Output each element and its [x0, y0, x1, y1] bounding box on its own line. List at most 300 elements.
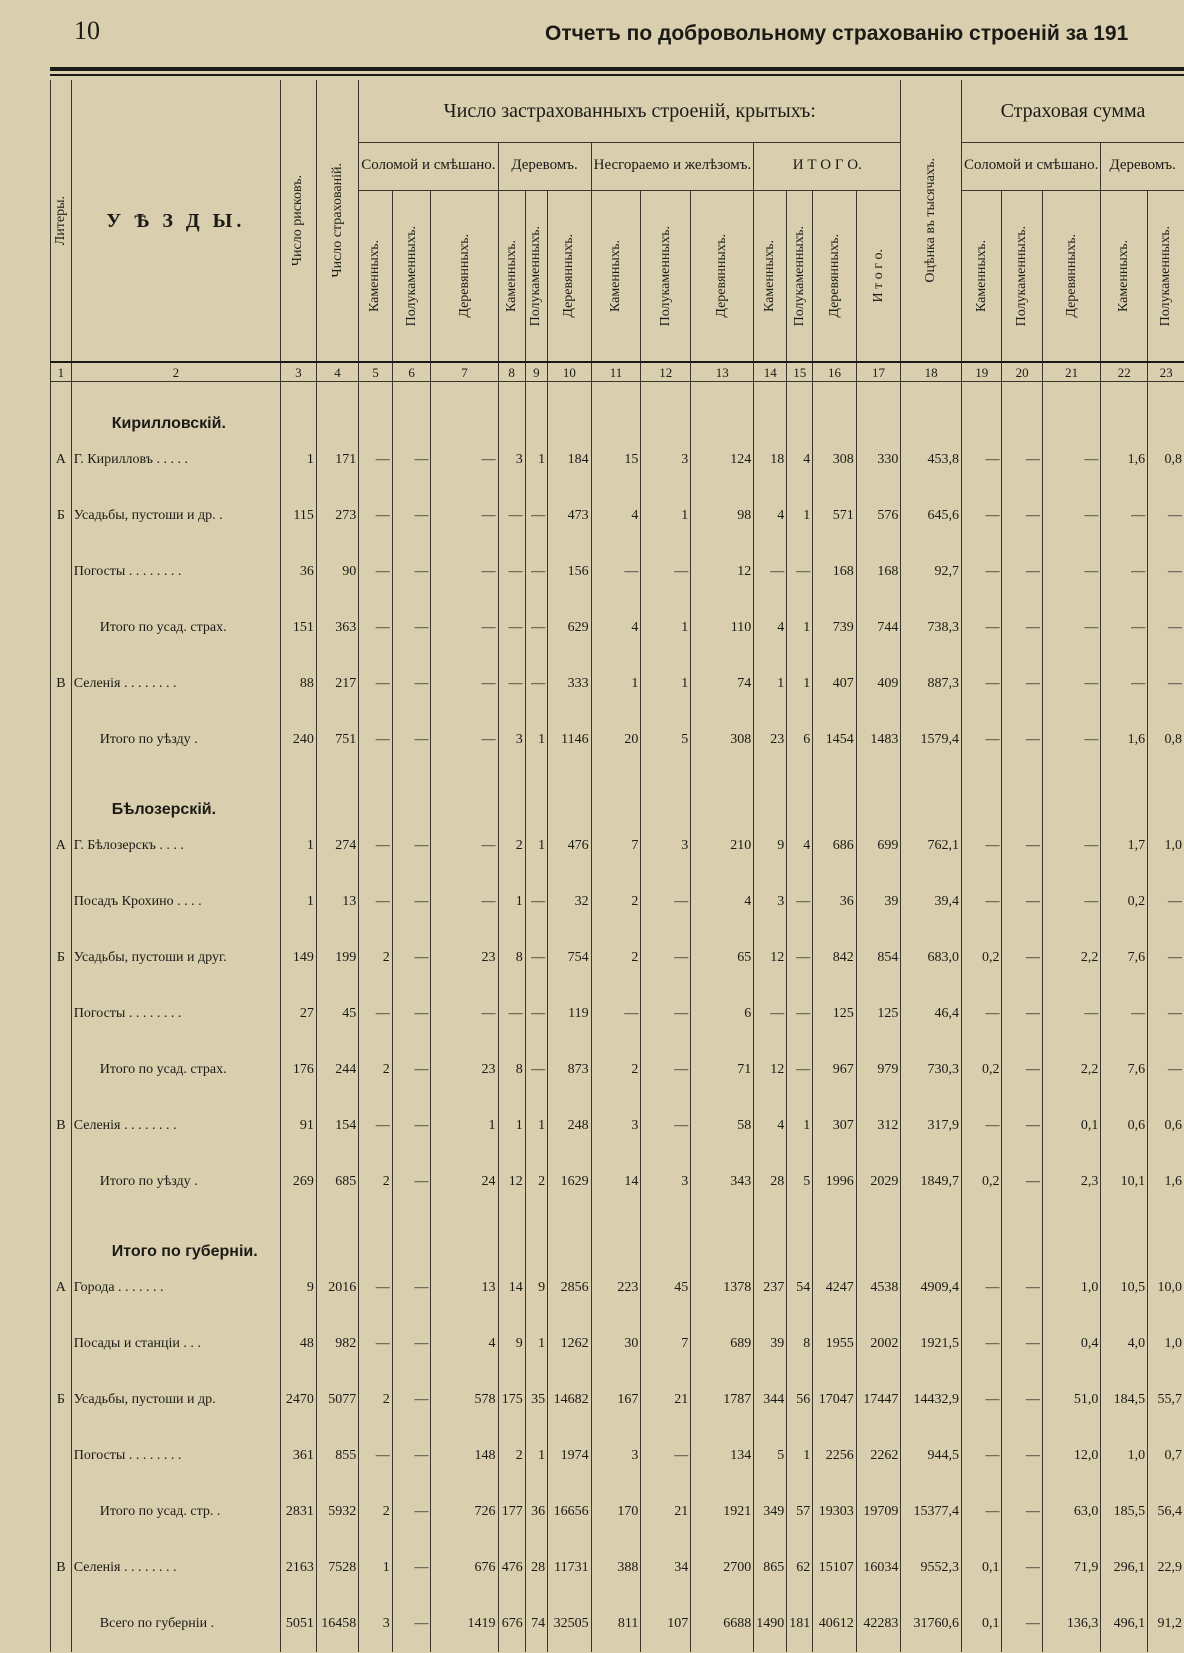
data-cell: — — [787, 1042, 813, 1098]
data-cell: 1 — [359, 1540, 393, 1596]
table-row — [51, 1372, 1184, 1428]
empty-cell — [813, 1210, 856, 1260]
data-cell: 2262 — [856, 1428, 901, 1484]
data-cell: — — [1148, 986, 1184, 1042]
data-cell: — — [359, 1428, 393, 1484]
data-cell: 1 — [498, 874, 525, 930]
data-cell: 149 — [280, 930, 316, 986]
data-cell: 9552,3 — [901, 1540, 962, 1596]
data-cell: — — [392, 432, 431, 488]
letter-cell — [51, 382, 72, 433]
empty-cell — [754, 768, 787, 818]
data-cell: 223 — [591, 1260, 641, 1316]
row-letter — [51, 1484, 72, 1540]
data-cell: 88 — [280, 656, 316, 712]
data-cell: 2016 — [316, 1260, 358, 1316]
data-cell: — — [498, 986, 525, 1042]
data-cell: — — [431, 600, 498, 656]
data-cell: 3 — [641, 818, 691, 874]
empty-cell — [787, 382, 813, 433]
table-row — [51, 1596, 1184, 1652]
data-cell: 2 — [359, 930, 393, 986]
data-cell: 2163 — [280, 1540, 316, 1596]
data-cell: 167 — [591, 1372, 641, 1428]
data-cell: 156 — [548, 544, 591, 600]
data-cell: 2700 — [691, 1540, 754, 1596]
data-cell: 5 — [787, 1154, 813, 1210]
data-cell: 1921 — [691, 1484, 754, 1540]
data-cell: — — [641, 930, 691, 986]
column-number: 15 — [787, 362, 813, 382]
row-letter — [51, 1154, 72, 1210]
data-cell: 32 — [548, 874, 591, 930]
table-row — [51, 656, 1184, 712]
data-cell: 1 — [641, 488, 691, 544]
data-cell: 46,4 — [901, 986, 962, 1042]
data-cell: — — [641, 1428, 691, 1484]
data-cell: — — [359, 818, 393, 874]
data-cell: — — [961, 656, 1001, 712]
data-cell: — — [961, 986, 1001, 1042]
data-cell: — — [359, 488, 393, 544]
row-letter — [51, 986, 72, 1042]
empty-cell — [1148, 768, 1184, 818]
data-cell: 842 — [813, 930, 856, 986]
empty-cell — [754, 382, 787, 433]
data-cell: 2 — [498, 1428, 525, 1484]
col19-header: Каменныхъ. — [961, 190, 1001, 362]
chislo-strakhovaniy-header: Число страхованій. — [316, 80, 358, 362]
data-cell: 148 — [431, 1428, 498, 1484]
data-cell: 2,2 — [1042, 930, 1100, 986]
data-cell: — — [392, 1372, 431, 1428]
column-number: 3 — [280, 362, 316, 382]
data-cell: 13 — [316, 874, 358, 930]
data-cell: 107 — [641, 1596, 691, 1652]
ocenka-header: Оцѣнка въ тысячахъ. — [901, 80, 962, 362]
col23-header: Полукаменныхъ. — [1148, 190, 1184, 362]
empty-cell — [1002, 1210, 1042, 1260]
group-insured-buildings-header: Число застрахованныхъ строеній, крытыхъ: — [359, 80, 901, 142]
row-label: Всего по губерніи . — [71, 1596, 280, 1652]
data-cell: — — [641, 1098, 691, 1154]
data-cell: 74 — [691, 656, 754, 712]
data-cell: 210 — [691, 818, 754, 874]
solomoy-header: Соломой и смѣшано. — [359, 142, 498, 190]
data-cell: 330 — [856, 432, 901, 488]
data-cell: 14 — [498, 1260, 525, 1316]
data-cell: 1974 — [548, 1428, 591, 1484]
data-cell: 1 — [280, 818, 316, 874]
data-cell: 865 — [754, 1540, 787, 1596]
data-cell: — — [525, 488, 547, 544]
column-number: 19 — [961, 362, 1001, 382]
empty-cell — [525, 1210, 547, 1260]
data-cell: — — [359, 544, 393, 600]
data-cell: 1 — [641, 600, 691, 656]
insurance-table — [50, 80, 1184, 1652]
data-cell: 15 — [591, 432, 641, 488]
data-cell: 2856 — [548, 1260, 591, 1316]
data-cell: 1955 — [813, 1316, 856, 1372]
data-cell: 4 — [787, 432, 813, 488]
empty-cell — [591, 382, 641, 433]
data-cell: 36 — [525, 1484, 547, 1540]
data-cell: — — [1042, 986, 1100, 1042]
data-cell: 11731 — [548, 1540, 591, 1596]
col20-header: Полукаменныхъ. — [1002, 190, 1042, 362]
data-cell: 689 — [691, 1316, 754, 1372]
data-cell: — — [525, 656, 547, 712]
data-cell: 1490 — [754, 1596, 787, 1652]
data-cell: — — [1101, 544, 1148, 600]
data-cell: — — [961, 488, 1001, 544]
table-row — [51, 1042, 1184, 1098]
column-number: 18 — [901, 362, 962, 382]
data-cell: 1 — [787, 656, 813, 712]
data-cell: — — [359, 874, 393, 930]
data-cell: — — [1002, 544, 1042, 600]
empty-cell — [1101, 382, 1148, 433]
data-cell: 1787 — [691, 1372, 754, 1428]
empty-cell — [961, 1210, 1001, 1260]
data-cell: — — [392, 1596, 431, 1652]
col13-header: Деревянныхъ. — [691, 190, 754, 362]
double-rule-top — [50, 67, 1184, 71]
data-cell: 2 — [359, 1042, 393, 1098]
data-cell: — — [431, 432, 498, 488]
data-cell: 1921,5 — [901, 1316, 962, 1372]
data-cell: 30 — [591, 1316, 641, 1372]
data-cell: 1579,4 — [901, 712, 962, 768]
data-cell: 2,2 — [1042, 1042, 1100, 1098]
data-cell: 19709 — [856, 1484, 901, 1540]
data-cell: 676 — [498, 1596, 525, 1652]
data-cell: 349 — [754, 1484, 787, 1540]
data-cell: 15377,4 — [901, 1484, 962, 1540]
data-cell: — — [961, 432, 1001, 488]
data-cell: 28 — [754, 1154, 787, 1210]
empty-cell — [1148, 382, 1184, 433]
data-cell: — — [498, 600, 525, 656]
data-cell: 16656 — [548, 1484, 591, 1540]
data-cell: 7 — [641, 1316, 691, 1372]
row-letter: А — [51, 1260, 72, 1316]
data-cell: — — [1101, 656, 1148, 712]
data-cell: 629 — [548, 600, 591, 656]
data-cell: 317,9 — [901, 1098, 962, 1154]
column-number: 17 — [856, 362, 901, 382]
data-cell: — — [1002, 818, 1042, 874]
data-cell: 51,0 — [1042, 1372, 1100, 1428]
section-header-row — [51, 768, 1184, 818]
data-cell: — — [1042, 432, 1100, 488]
data-cell: 9 — [498, 1316, 525, 1372]
data-cell: 476 — [548, 818, 591, 874]
data-cell: — — [1148, 544, 1184, 600]
data-cell: — — [1101, 986, 1148, 1042]
data-cell: 185,5 — [1101, 1484, 1148, 1540]
empty-cell — [1002, 768, 1042, 818]
data-cell: 0,7 — [1148, 1428, 1184, 1484]
data-cell: 58 — [691, 1098, 754, 1154]
data-cell: 17047 — [813, 1372, 856, 1428]
data-cell: 7528 — [316, 1540, 358, 1596]
data-cell: 1419 — [431, 1596, 498, 1652]
data-cell: — — [1042, 874, 1100, 930]
empty-cell — [691, 382, 754, 433]
data-cell: 23 — [431, 1042, 498, 1098]
data-cell: — — [1148, 930, 1184, 986]
data-cell: 7,6 — [1101, 1042, 1148, 1098]
data-cell: 15107 — [813, 1540, 856, 1596]
data-cell: 5 — [641, 712, 691, 768]
data-cell: 0,8 — [1148, 712, 1184, 768]
nesgoraemo-header: Несгораемо и желѣзомъ. — [591, 142, 754, 190]
data-cell: 811 — [591, 1596, 641, 1652]
row-label: Усадьбы, пустоши и друг. — [71, 930, 280, 986]
derevom-header: Деревомъ. — [498, 142, 591, 190]
data-cell: 333 — [548, 656, 591, 712]
column-number: 10 — [548, 362, 591, 382]
data-cell: 476 — [498, 1540, 525, 1596]
empty-cell — [431, 1210, 498, 1260]
row-label: Погосты . . . . . . . . — [71, 1428, 280, 1484]
column-number: 14 — [754, 362, 787, 382]
data-cell: — — [1002, 1098, 1042, 1154]
data-cell: 13 — [431, 1260, 498, 1316]
table-row — [51, 1540, 1184, 1596]
data-cell: — — [1002, 488, 1042, 544]
empty-cell — [1101, 768, 1148, 818]
data-cell: 16458 — [316, 1596, 358, 1652]
data-cell: 10,5 — [1101, 1260, 1148, 1316]
data-cell: 136,3 — [1042, 1596, 1100, 1652]
data-cell: — — [498, 488, 525, 544]
data-cell: 1,0 — [1148, 1316, 1184, 1372]
data-cell: — — [961, 544, 1001, 600]
row-label: Погосты . . . . . . . . — [71, 544, 280, 600]
data-cell: 40612 — [813, 1596, 856, 1652]
data-cell: — — [359, 1260, 393, 1316]
data-cell: — — [1002, 1154, 1042, 1210]
data-cell: 175 — [498, 1372, 525, 1428]
data-cell: — — [961, 1372, 1001, 1428]
data-cell: 168 — [856, 544, 901, 600]
data-cell: — — [525, 930, 547, 986]
data-cell: 45 — [641, 1260, 691, 1316]
group-insured-sum-header: Страховая сумма — [961, 80, 1184, 142]
col15-header: Полукаменныхъ. — [787, 190, 813, 362]
table-row — [51, 818, 1184, 874]
data-cell: — — [392, 1098, 431, 1154]
data-cell: 1,0 — [1148, 818, 1184, 874]
data-cell: 154 — [316, 1098, 358, 1154]
data-cell: 28 — [525, 1540, 547, 1596]
uezdy-header: У Ѣ З Д Ы. — [71, 80, 280, 362]
data-cell: — — [392, 1316, 431, 1372]
table-row — [51, 1316, 1184, 1372]
data-cell: — — [1002, 1372, 1042, 1428]
data-cell: 1,6 — [1101, 712, 1148, 768]
data-cell: 91 — [280, 1098, 316, 1154]
data-cell: 686 — [813, 818, 856, 874]
data-cell: — — [1002, 1484, 1042, 1540]
data-cell: 42283 — [856, 1596, 901, 1652]
data-cell: 55,7 — [1148, 1372, 1184, 1428]
row-letter: А — [51, 432, 72, 488]
data-cell: 3 — [641, 432, 691, 488]
column-number: 20 — [1002, 362, 1042, 382]
chislo-riskov-header: Число рисковъ. — [280, 80, 316, 362]
data-cell: 184 — [548, 432, 591, 488]
empty-cell — [787, 1210, 813, 1260]
row-label: Селенія . . . . . . . . — [71, 1098, 280, 1154]
data-cell: 2 — [525, 1154, 547, 1210]
data-cell: 1378 — [691, 1260, 754, 1316]
col8-header: Каменныхъ. — [498, 190, 525, 362]
data-cell: 170 — [591, 1484, 641, 1540]
data-cell: 873 — [548, 1042, 591, 1098]
data-cell: 496,1 — [1101, 1596, 1148, 1652]
empty-cell — [1101, 1210, 1148, 1260]
itogo-header: И Т О Г О. — [754, 142, 901, 190]
data-cell: 199 — [316, 930, 358, 986]
data-cell: — — [359, 656, 393, 712]
data-cell: — — [431, 874, 498, 930]
data-cell: 4909,4 — [901, 1260, 962, 1316]
data-cell: 57 — [787, 1484, 813, 1540]
data-cell: 645,6 — [901, 488, 962, 544]
data-cell: 39,4 — [901, 874, 962, 930]
data-cell: — — [525, 986, 547, 1042]
data-cell: 36 — [813, 874, 856, 930]
data-cell: 74 — [525, 1596, 547, 1652]
row-letter: В — [51, 1098, 72, 1154]
data-cell: 12 — [754, 1042, 787, 1098]
data-cell: 361 — [280, 1428, 316, 1484]
data-cell: — — [961, 1428, 1001, 1484]
section-header-row — [51, 1210, 1184, 1260]
data-cell: 2 — [591, 1042, 641, 1098]
data-cell: 2,3 — [1042, 1154, 1100, 1210]
data-cell: 14682 — [548, 1372, 591, 1428]
table-row — [51, 600, 1184, 656]
data-cell: — — [754, 544, 787, 600]
data-cell: — — [1148, 600, 1184, 656]
empty-cell — [498, 768, 525, 818]
data-cell: 855 — [316, 1428, 358, 1484]
data-cell: 1262 — [548, 1316, 591, 1372]
data-cell: 854 — [856, 930, 901, 986]
empty-cell — [901, 1210, 962, 1260]
data-cell: 6 — [787, 712, 813, 768]
data-cell: 4247 — [813, 1260, 856, 1316]
empty-cell — [548, 768, 591, 818]
data-cell: 4 — [754, 1098, 787, 1154]
data-cell: 343 — [691, 1154, 754, 1210]
empty-cell — [359, 382, 393, 433]
data-cell: — — [961, 1484, 1001, 1540]
data-cell: 0,2 — [1101, 874, 1148, 930]
row-label: Селенія . . . . . . . . — [71, 1540, 280, 1596]
data-cell: — — [641, 986, 691, 1042]
data-cell: 12 — [498, 1154, 525, 1210]
empty-cell — [280, 382, 316, 433]
row-letter — [51, 1042, 72, 1098]
data-cell: 762,1 — [901, 818, 962, 874]
data-cell: 273 — [316, 488, 358, 544]
data-cell: — — [392, 712, 431, 768]
empty-cell — [813, 768, 856, 818]
empty-cell — [1148, 1210, 1184, 1260]
data-cell: 982 — [316, 1316, 358, 1372]
row-letter: В — [51, 656, 72, 712]
data-cell: — — [359, 712, 393, 768]
table-row — [51, 986, 1184, 1042]
empty-cell — [754, 1210, 787, 1260]
data-cell: 4 — [787, 818, 813, 874]
data-cell: 24 — [431, 1154, 498, 1210]
data-cell: — — [961, 1098, 1001, 1154]
data-cell: — — [392, 1042, 431, 1098]
data-cell: — — [1101, 488, 1148, 544]
data-cell: — — [1042, 712, 1100, 768]
data-cell: 1 — [525, 1316, 547, 1372]
sum-solomoy-header: Соломой и смѣшано. — [961, 142, 1100, 190]
data-cell: 1 — [525, 1428, 547, 1484]
data-cell: 308 — [813, 432, 856, 488]
data-cell: 1 — [641, 656, 691, 712]
data-cell: — — [1042, 544, 1100, 600]
data-cell: — — [961, 1260, 1001, 1316]
table-row — [51, 544, 1184, 600]
data-cell: 7 — [591, 818, 641, 874]
empty-cell — [498, 382, 525, 433]
data-cell: 9 — [525, 1260, 547, 1316]
empty-cell — [392, 1210, 431, 1260]
data-cell: 240 — [280, 712, 316, 768]
data-cell: 296,1 — [1101, 1540, 1148, 1596]
data-cell: 14432,9 — [901, 1372, 962, 1428]
data-cell: 5 — [754, 1428, 787, 1484]
empty-cell — [856, 1210, 901, 1260]
data-cell: — — [392, 656, 431, 712]
data-cell: 1 — [754, 656, 787, 712]
data-cell: 6688 — [691, 1596, 754, 1652]
data-cell: 9 — [280, 1260, 316, 1316]
data-cell: 2831 — [280, 1484, 316, 1540]
data-cell: — — [392, 1428, 431, 1484]
row-label: Итого по усад. стр. . — [71, 1484, 280, 1540]
data-cell: 1 — [525, 712, 547, 768]
row-label: Посадъ Крохино . . . . — [71, 874, 280, 930]
row-letter — [51, 1596, 72, 1652]
data-cell: 4 — [754, 600, 787, 656]
data-cell: 176 — [280, 1042, 316, 1098]
data-cell: — — [1101, 600, 1148, 656]
data-cell: — — [1042, 600, 1100, 656]
section-header-row — [51, 382, 1184, 433]
data-cell: 1,6 — [1148, 1154, 1184, 1210]
data-cell: 32505 — [548, 1596, 591, 1652]
data-cell: — — [787, 986, 813, 1042]
table-body — [51, 382, 1184, 1653]
data-cell: — — [431, 488, 498, 544]
empty-cell — [961, 768, 1001, 818]
empty-cell — [691, 768, 754, 818]
empty-cell — [525, 382, 547, 433]
